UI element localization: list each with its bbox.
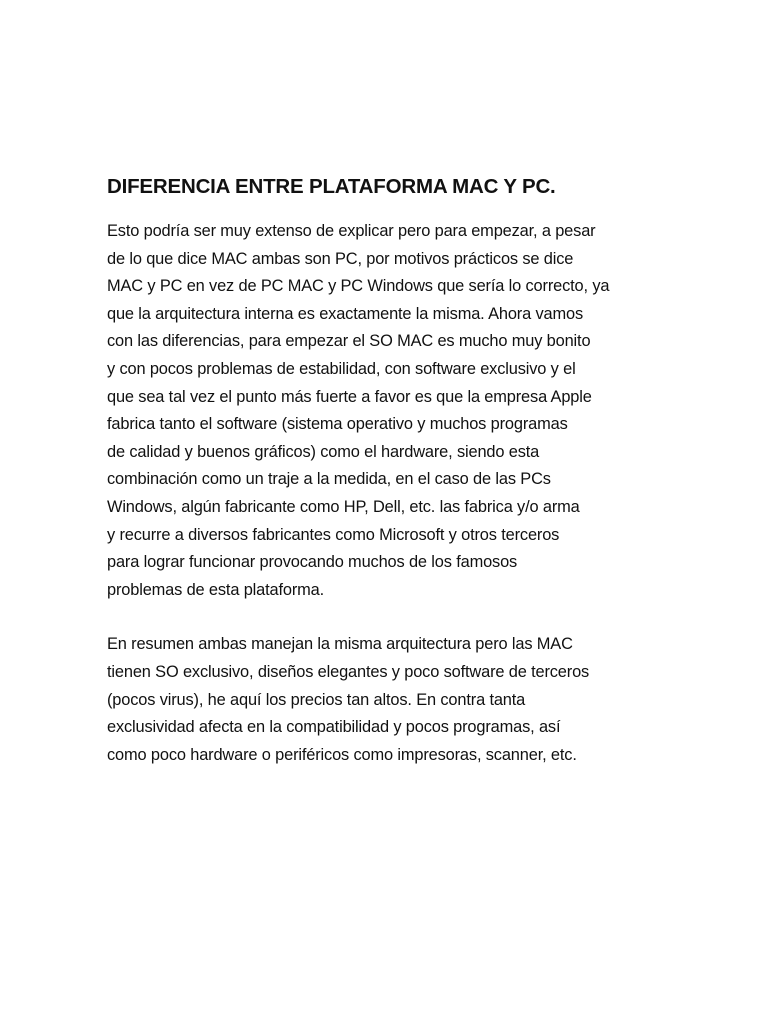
paragraph-line: combinación como un traje a la medida, en el caso de las PCs	[107, 470, 551, 489]
paragraph-line: fabrica tanto el software (sistema operativo y muchos programas	[107, 415, 568, 434]
paragraph-line: En resumen ambas manejan la misma arquitectura pero las MAC	[107, 635, 573, 654]
paragraph-line: como poco hardware o periféricos como impresoras, scanner, etc.	[107, 745, 577, 764]
paragraph-1	[107, 218, 677, 604]
paragraph-spacer	[107, 604, 677, 631]
paragraph-line: (pocos virus), he aquí los precios tan altos. En contra tanta	[107, 690, 526, 709]
paragraph-line: que sea tal vez el punto más fuerte a favor es que la empresa Apple	[107, 387, 592, 406]
paragraph-line: con las diferencias, para empezar el SO MAC es mucho muy bonito	[107, 332, 591, 351]
paragraph-line: y con pocos problemas de estabilidad, con software exclusivo y el	[107, 359, 576, 378]
paragraph-line: para lograr funcionar provocando muchos de los famosos	[107, 553, 518, 572]
paragraph-line: problemas de esta plataforma.	[107, 580, 325, 599]
paragraph-line: exclusividad afecta en la compatibilidad y pocos programas, así	[107, 718, 561, 737]
paragraph-line: que la arquitectura interna es exactamente la misma. Ahora vamos	[107, 304, 583, 323]
paragraph-2	[107, 631, 677, 769]
document-body	[107, 174, 677, 769]
paragraph-line: de lo que dice MAC ambas son PC, por motivos prácticos se dice	[107, 249, 574, 268]
paragraph-line: tienen SO exclusivo, diseños elegantes y poco software de terceros	[107, 662, 590, 681]
paragraph-line: Esto podría ser muy extenso de explicar pero para empezar, a pesar	[107, 222, 596, 240]
paragraph-line: Windows, algún fabricante como HP, Dell, etc. las fabrica y/o arma	[107, 497, 580, 516]
document-title: DIFERENCIA ENTRE PLATAFORMA MAC Y PC.	[107, 175, 556, 198]
paragraph-line: MAC y PC en vez de PC MAC y PC Windows que sería lo correcto, ya	[107, 277, 610, 296]
paragraph-line: y recurre a diversos fabricantes como Microsoft y otros terceros	[107, 525, 560, 544]
paragraph-line: de calidad y buenos gráficos) como el hardware, siendo esta	[107, 442, 540, 461]
